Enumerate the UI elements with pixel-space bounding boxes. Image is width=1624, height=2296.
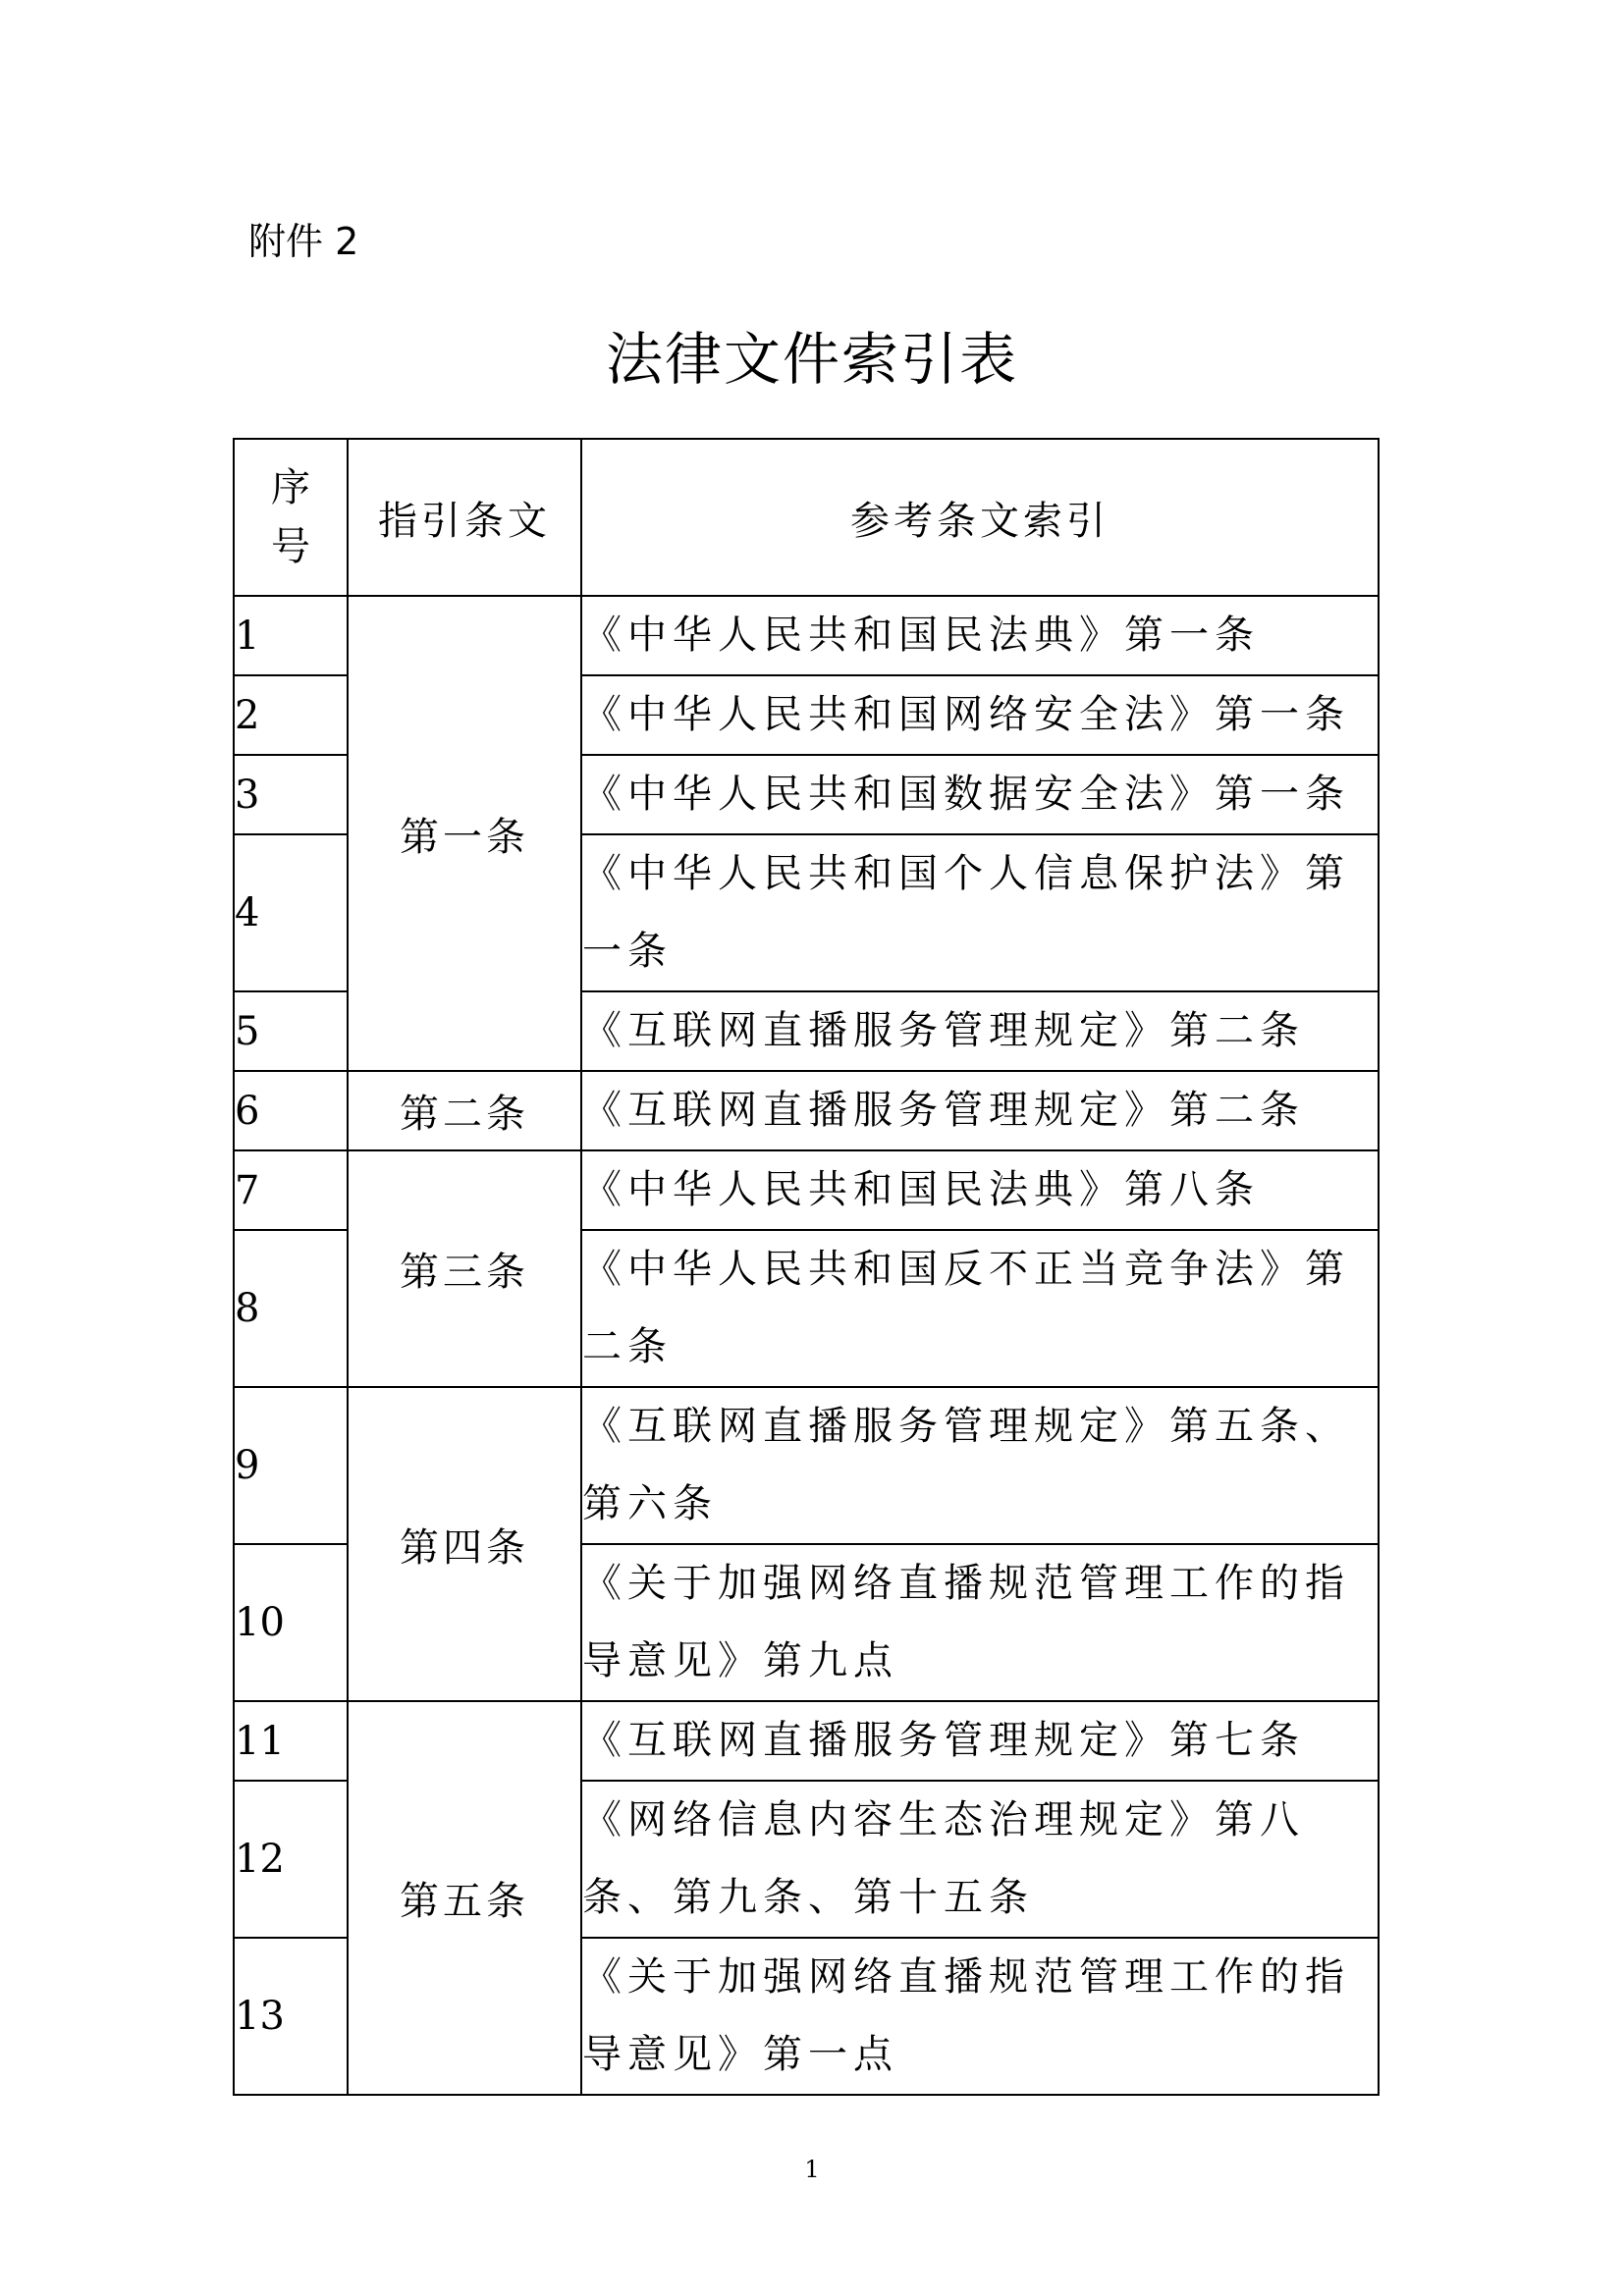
table-row (234, 1071, 1379, 1150)
guide-group: 第一条 (348, 596, 581, 1071)
table-row (234, 1387, 1379, 1544)
row-ref: 《关于加强网络直播规范管理工作的指导意见》第九点 (581, 1544, 1379, 1701)
guide-group: 第四条 (348, 1387, 581, 1701)
row-seq: 12 (234, 1781, 348, 1938)
header-seq-line2: 号 (271, 524, 310, 569)
table-header-row (234, 439, 1379, 596)
row-seq: 5 (234, 991, 348, 1071)
table-row (234, 1150, 1379, 1230)
row-seq: 10 (234, 1544, 348, 1701)
legal-index-table (233, 438, 1380, 2096)
row-ref: 《网络信息内容生态治理规定》第八条、第九条、第十五条 (581, 1781, 1379, 1938)
attachment-label: 附件 2 (248, 220, 359, 263)
header-ref: 参考条文索引 (581, 439, 1379, 596)
row-seq: 9 (234, 1387, 348, 1544)
table-row (234, 596, 1379, 675)
row-ref: 《中华人民共和国数据安全法》第一条 (581, 755, 1379, 834)
document-title: 法律文件索引表 (605, 326, 1018, 393)
guide-group: 第二条 (348, 1071, 581, 1150)
row-seq: 1 (234, 596, 348, 675)
header-seq (234, 439, 348, 596)
row-ref: 《中华人民共和国民法典》第八条 (581, 1150, 1379, 1230)
row-ref: 《互联网直播服务管理规定》第七条 (581, 1701, 1379, 1781)
row-ref: 《互联网直播服务管理规定》第二条 (581, 1071, 1379, 1150)
row-ref: 《互联网直播服务管理规定》第二条 (581, 991, 1379, 1071)
row-ref: 《互联网直播服务管理规定》第五条、第六条 (581, 1387, 1379, 1544)
header-seq-line1: 序 (271, 465, 310, 510)
row-ref: 《中华人民共和国反不正当竞争法》第二条 (581, 1230, 1379, 1387)
row-seq: 2 (234, 675, 348, 755)
row-ref: 《中华人民共和国网络安全法》第一条 (581, 675, 1379, 755)
row-ref: 《关于加强网络直播规范管理工作的指导意见》第一点 (581, 1938, 1379, 2095)
header-guide: 指引条文 (348, 439, 581, 596)
page-number: 1 (804, 2156, 820, 2183)
row-seq: 8 (234, 1230, 348, 1387)
row-ref: 《中华人民共和国民法典》第一条 (581, 596, 1379, 675)
guide-group: 第三条 (348, 1150, 581, 1387)
table-row (234, 1701, 1379, 1781)
row-seq: 11 (234, 1701, 348, 1781)
guide-group: 第五条 (348, 1701, 581, 2095)
row-seq: 4 (234, 834, 348, 991)
row-seq: 7 (234, 1150, 348, 1230)
row-seq: 3 (234, 755, 348, 834)
row-seq: 6 (234, 1071, 348, 1150)
row-ref: 《中华人民共和国个人信息保护法》第一条 (581, 834, 1379, 991)
row-seq: 13 (234, 1938, 348, 2095)
